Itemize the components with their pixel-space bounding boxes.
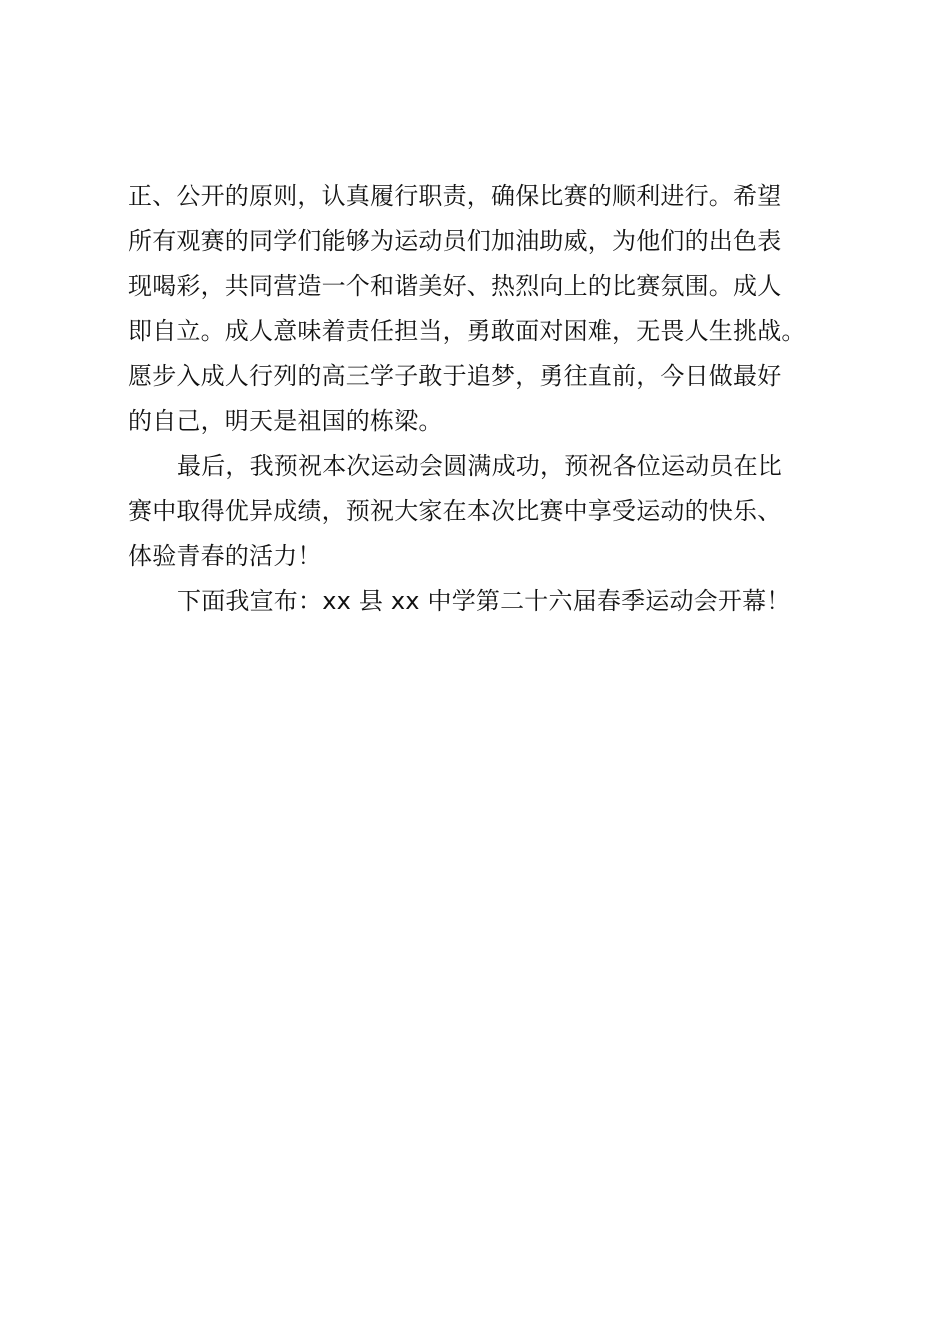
paragraph-opening-declaration <box>128 579 840 624</box>
text-line: 下面我宣布：xx 县 xx 中学第二十六届春季运动会开幕！ <box>177 587 791 615</box>
text-line: 赛中取得优异成绩，预祝大家在本次比赛中享受运动的快乐、 <box>128 497 782 525</box>
document-body <box>128 174 840 624</box>
text-line: 最后，我预祝本次运动会圆满成功，预祝各位运动员在比 <box>177 452 782 480</box>
text-line: 所有观赛的同学们能够为运动员们加油助威，为他们的出色表 <box>128 227 782 255</box>
text-line: 正、公开的原则，认真履行职责，确保比赛的顺利进行。希望 <box>128 182 782 210</box>
text-line: 现喝彩，共同营造一个和谐美好、热烈向上的比赛氛围。成人 <box>128 272 782 300</box>
paragraph-closing-remarks <box>128 174 840 444</box>
text-line: 的自己，明天是祖国的栋梁。 <box>128 407 443 435</box>
text-line: 体验青春的活力！ <box>128 542 322 570</box>
paragraph-wishes <box>128 444 840 579</box>
text-line: 即自立。成人意味着责任担当，勇敢面对困难，无畏人生挑战。 <box>128 317 806 345</box>
text-line: 愿步入成人行列的高三学子敢于追梦，勇往直前，今日做最好 <box>128 362 782 390</box>
